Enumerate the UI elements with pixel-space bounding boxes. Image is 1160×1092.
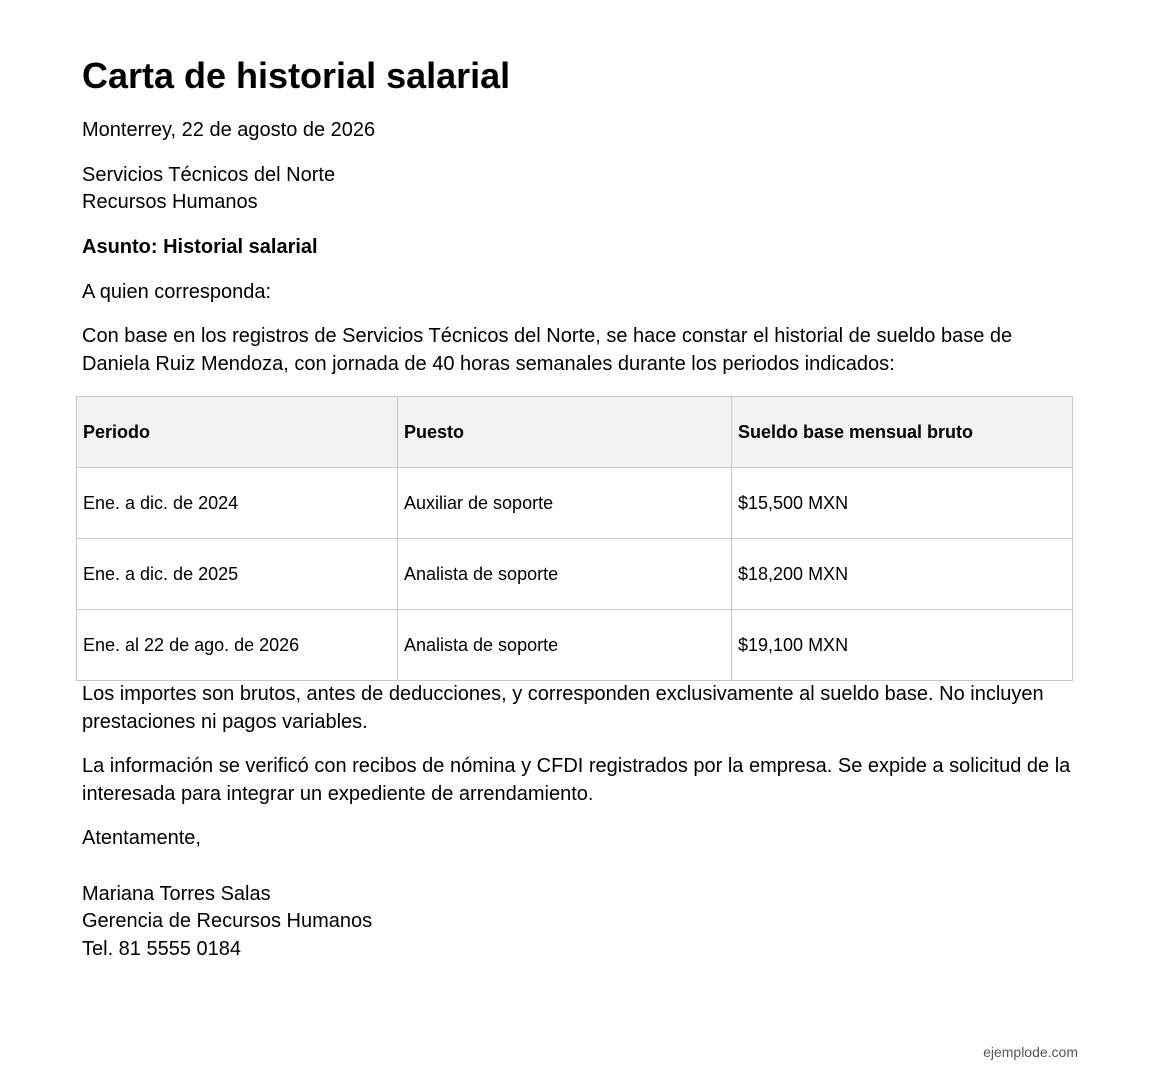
sender-department: Recursos Humanos bbox=[82, 191, 258, 213]
sender-company: Servicios Técnicos del Norte bbox=[82, 164, 336, 186]
intro-paragraph: Con base en los registros de Servicios Técnicos del Norte, se hace constar el historial de sueldo base de Daniela Ruiz Mendoza, con jornada de 40 horas semanales durante los periodos indicados: bbox=[82, 325, 1013, 375]
table-row bbox=[77, 539, 1073, 610]
cell-period: Ene. a dic. de 2024 bbox=[77, 468, 398, 539]
table-row bbox=[77, 610, 1073, 681]
place-date: Monterrey, 22 de agosto de 2026 bbox=[82, 119, 376, 141]
verification-paragraph: La información se verificó con recibos de nómina y CFDI registrados por la empresa. Se expide a solicitud de la interesada para integrar un expediente de arrendamiento. bbox=[82, 755, 1071, 805]
signatory-position: Gerencia de Recursos Humanos bbox=[82, 910, 373, 932]
cell-position: Analista de soporte bbox=[398, 539, 732, 610]
cell-salary: $19,100 MXN bbox=[732, 610, 1073, 681]
letter-title: Carta de historial salarial bbox=[82, 55, 511, 96]
cell-salary: $15,500 MXN bbox=[732, 468, 1073, 539]
salary-history-table bbox=[76, 396, 1073, 681]
header-salary: Sueldo base mensual bruto bbox=[732, 397, 1073, 468]
table-header-row bbox=[77, 397, 1073, 468]
table-row bbox=[77, 468, 1073, 539]
letter-greeting: A quien corresponda: bbox=[82, 281, 272, 303]
header-period: Periodo bbox=[77, 397, 398, 468]
cell-position: Analista de soporte bbox=[398, 610, 732, 681]
letter-subject: Asunto: Historial salarial bbox=[82, 236, 318, 258]
signatory-name: Mariana Torres Salas bbox=[82, 883, 271, 905]
closing: Atentamente, bbox=[82, 827, 201, 849]
header-position: Puesto bbox=[398, 397, 732, 468]
cell-period: Ene. a dic. de 2025 bbox=[77, 539, 398, 610]
signatory-phone: Tel. 81 5555 0184 bbox=[82, 938, 242, 960]
cell-salary: $18,200 MXN bbox=[732, 539, 1073, 610]
amounts-note: Los importes son brutos, antes de deducciones, y corresponden exclusivamente al sueldo base. No incluyen prestaciones ni pagos variables. bbox=[82, 683, 1044, 733]
cell-period: Ene. al 22 de ago. de 2026 bbox=[77, 610, 398, 681]
source-watermark: ejemplode.com bbox=[983, 1044, 1078, 1060]
cell-position: Auxiliar de soporte bbox=[398, 468, 732, 539]
